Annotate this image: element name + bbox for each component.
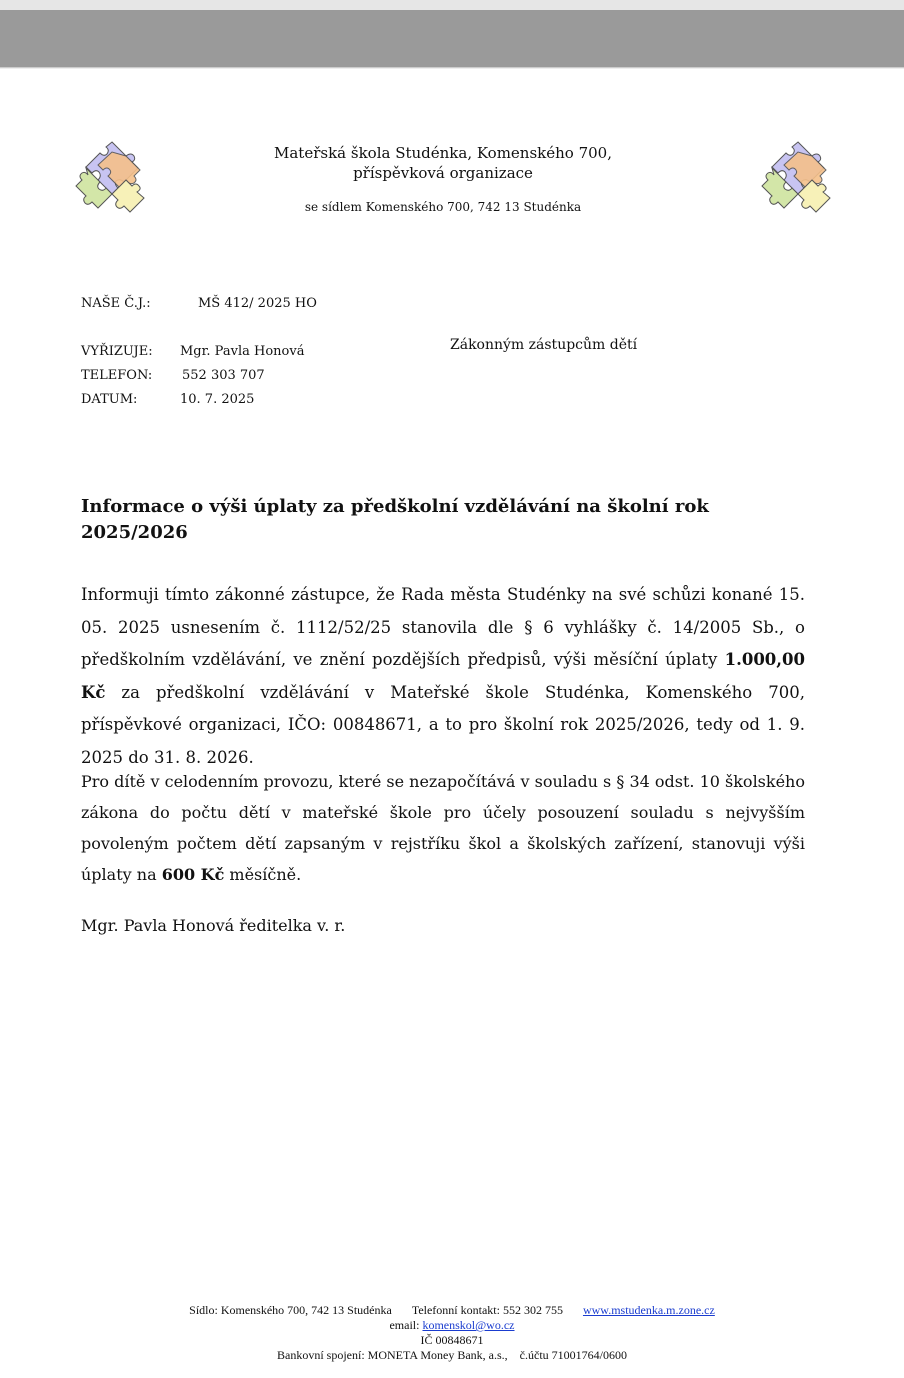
puzzle-logo-icon: [74, 138, 150, 214]
footer-email-label: email:: [389, 1318, 423, 1332]
viewer-toolbar: [0, 0, 904, 67]
phone-label: TELEFON:: [81, 368, 153, 383]
school-legal-form: příspěvková organizace: [353, 164, 533, 182]
date-value: 10. 7. 2025: [180, 392, 255, 407]
school-name: Mateřská škola Studénka, Komenského 700,: [274, 144, 612, 162]
paragraph-fee-text-end: za předškolní vzdělávání v Mateřské škole Studénka, Komenského 700, příspěvkové organizaci, IČO: 00848671, a to pro školní rok 2025/2026, tedy od 1. 9. 2025 do 31. 8. 2026.: [81, 682, 805, 767]
paragraph-reduced-text-end: měsíčně.: [224, 865, 302, 884]
paragraph-reduced-fee: [81, 766, 805, 890]
footer-bank: Bankovní spojení: MONETA Money Bank, a.s., č.účtu 71001764/0600: [276, 1348, 627, 1362]
paragraph-fee-text: Informuji tímto zákonné zástupce, že Rada města Studénky na své schůzi konané 15. 05. 2025 usnesením č. 1112/52/25 stanovila dle § 6 vyhlášky č. 14/2005 Sb., o předškolním vzdělávání, ve znění pozdějších předpisů, výši měsíční úplaty: [81, 585, 805, 669]
phone-value: 552 303 707: [182, 368, 265, 383]
phone-row: [81, 364, 265, 388]
school-seat: se sídlem Komenského 700, 742 13 Studénka: [304, 200, 582, 214]
footer-phone: Telefonní kontakt: 552 302 755: [411, 1303, 563, 1317]
paragraph-reduced-text: Pro dítě v celodenním provozu, které se nezapočítává v souladu s § 34 odst. 10 školského zákona do počtu dětí v mateřské škole pro účely posouzení souladu s nejvyšším povoleným počtem dětí zapsaným v rejstříku škol a školských zařízení, stanovuji výši úplaty na: [81, 772, 805, 884]
reference-value: MŠ 412/ 2025 HO: [198, 296, 317, 311]
reference-number: [81, 292, 317, 316]
letterhead: [220, 143, 666, 215]
footer-email-link[interactable]: komenskol@wo.cz: [422, 1318, 515, 1332]
document-title: Informace o výši úplaty za předškolní vzdělávání na školní rok 2025/2026: [81, 496, 709, 543]
footer-seat: Sídlo: Komenského 700, 742 13 Studénka: [189, 1303, 392, 1317]
footer-web-link[interactable]: www.mstudenka.m.zone.cz: [582, 1303, 715, 1317]
date-row: [81, 388, 255, 412]
puzzle-logo-icon: [760, 138, 836, 214]
fee-amount: 1.000,00 Kč: [81, 650, 805, 702]
handled-by-row: [81, 340, 305, 364]
footer-line-email: [0, 1318, 904, 1333]
footer-ic: IČ 00848671: [420, 1333, 484, 1347]
paragraph-fee: [81, 579, 805, 774]
contact-block: [81, 340, 305, 412]
recipient: Zákonným zástupcům dětí: [450, 337, 638, 353]
signature: Mgr. Pavla Honová ředitelka v. r.: [81, 916, 346, 935]
date-label: DATUM:: [81, 392, 138, 407]
reduced-fee-amount: 600 Kč: [161, 865, 225, 884]
footer: [0, 1303, 904, 1363]
footer-line-contacts: [0, 1303, 904, 1318]
handled-by-value: Mgr. Pavla Honová: [180, 344, 305, 359]
reference-label: NAŠE Č.J.:: [81, 296, 151, 311]
handled-by-label: VYŘIZUJE:: [81, 344, 153, 359]
toolbar-shadow: [0, 67, 904, 69]
